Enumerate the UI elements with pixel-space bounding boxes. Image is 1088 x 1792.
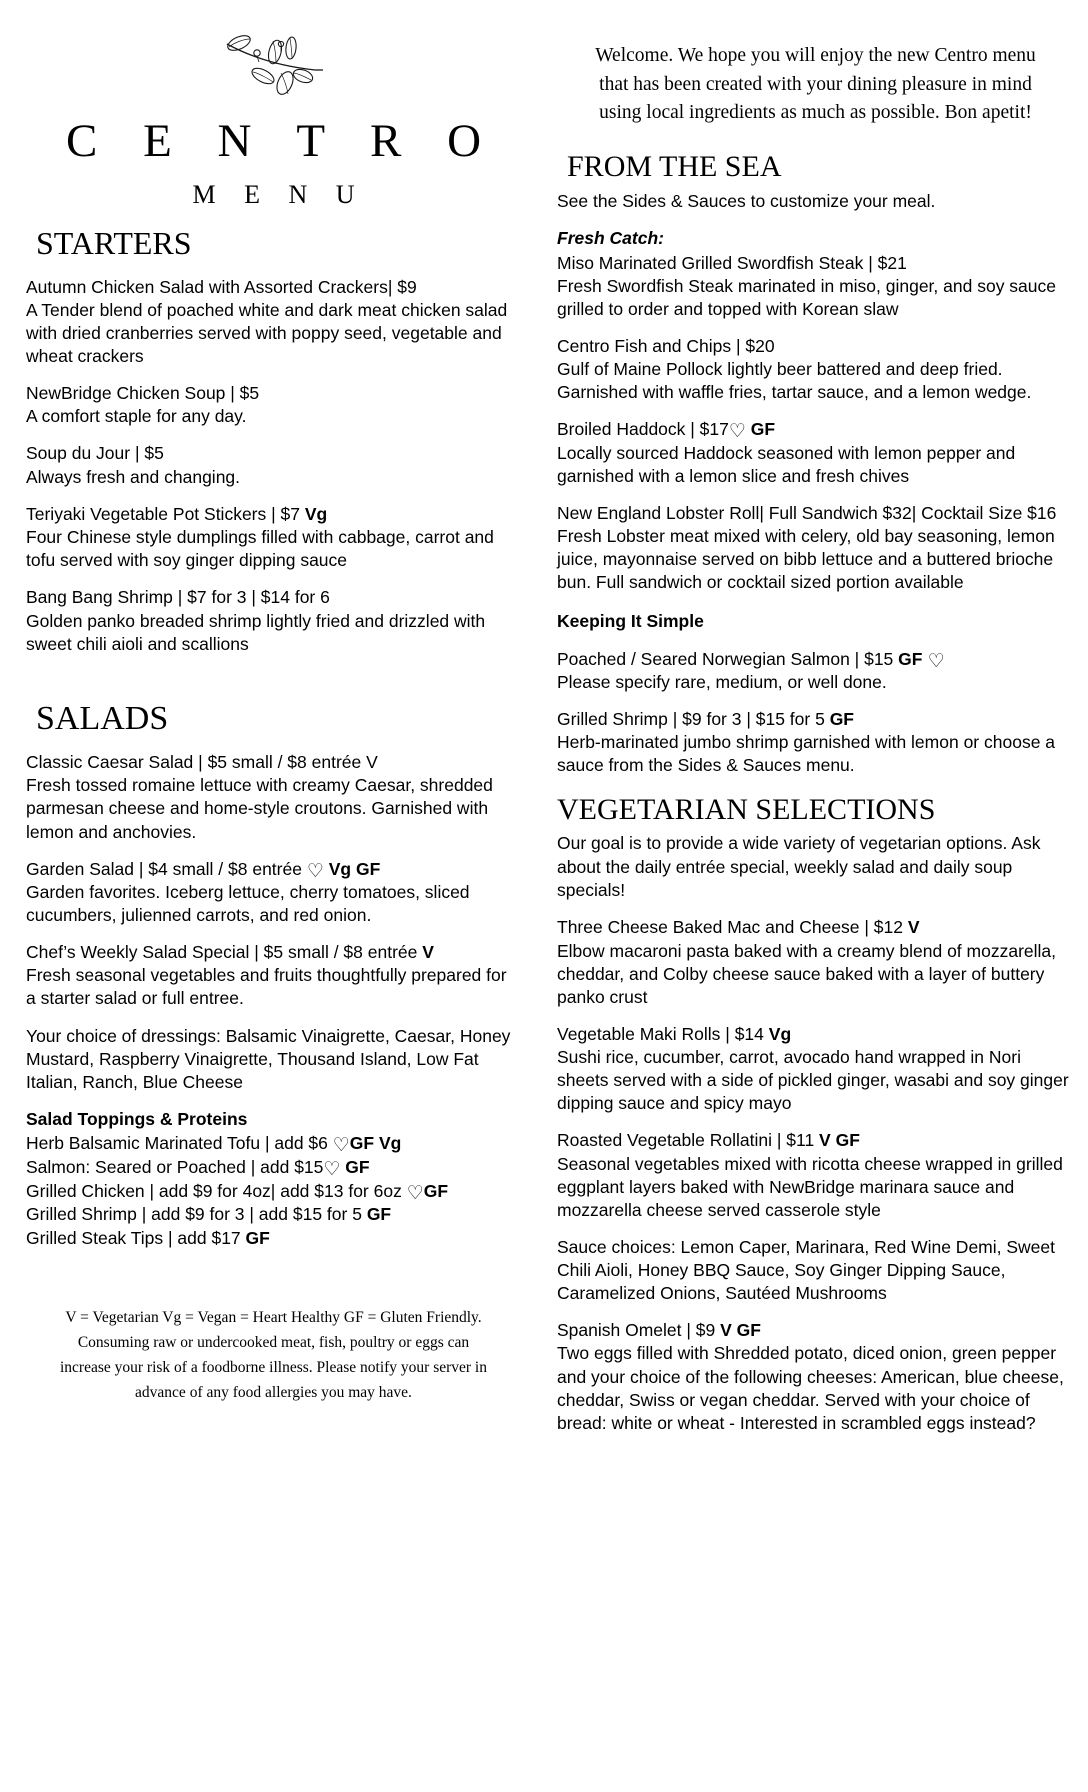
item-description: Seasonal vegetables mixed with ricotta cheese wrapped in grilled eggplant layers baked with NewBridge marinara sauce and mozzarella cheese served casserole style xyxy=(557,1153,1063,1220)
heart-healthy-icon: ♡ xyxy=(728,421,746,443)
item-title: Miso Marinated Grilled Swordfish Steak | $21 xyxy=(557,252,907,273)
item-description: Please specify rare, medium, or well done. xyxy=(557,671,887,692)
item-title xyxy=(26,503,521,526)
menu-item xyxy=(26,858,521,927)
item-title: NewBridge Chicken Soup | $5 xyxy=(26,383,260,404)
diet-tag: GF xyxy=(745,419,776,440)
heart-healthy-icon: ♡ xyxy=(332,1135,350,1157)
menu-item xyxy=(557,648,1074,694)
item-description: Herb-marinated jumbo shrimp garnished with lemon or choose a sauce from the Sides & Sauces menu. xyxy=(557,732,1056,776)
menu-item xyxy=(557,335,1074,404)
diet-tag: GF xyxy=(340,1156,370,1177)
menu-item xyxy=(26,276,521,369)
item-title xyxy=(557,1319,1074,1342)
welcome-message: Welcome. We hope you will enjoy the new Centro menu that has been created with your dining pleasure in mind using local ingredients as much as possible. Bon apetit! xyxy=(595,45,1036,124)
legend-disclaimer: V = Vegetarian Vg = Vegan = Heart Healthy GF = Gluten Friendly. Consuming raw or undercooked meat, fish, poultry or eggs can increase your risk of a foodborne illness. Please notify your server in advance of any food allergies you may have. xyxy=(60,1309,487,1402)
heart-healthy-icon: ♡ xyxy=(406,1182,424,1204)
diet-tag: GF xyxy=(423,1180,449,1201)
item-description: Four Chinese style dumplings filled with cabbage, carrot and tofu served with soy ginger dipping sauce xyxy=(26,527,494,571)
item-title-text: Teriyaki Vegetable Pot Stickers | $7 xyxy=(26,503,305,524)
item-title xyxy=(557,708,1074,731)
right-column xyxy=(545,0,1088,1792)
diet-tag: GF xyxy=(898,648,923,669)
item-description: Gulf of Maine Pollock lightly beer battered and deep fried. Garnished with waffle fries, tartar sauce, and a lemon wedge. xyxy=(557,359,1032,403)
diet-tag: V GF xyxy=(819,1130,860,1151)
item-description: Always fresh and changing. xyxy=(26,466,241,487)
menu-item xyxy=(26,503,521,572)
item-title-text: Three Cheese Baked Mac and Cheese | $12 xyxy=(557,917,908,938)
diet-tag: Vg xyxy=(304,503,328,524)
heart-healthy-icon: ♡ xyxy=(922,650,945,672)
item-title: Soup du Jour | $5 xyxy=(26,443,164,464)
item-title-text: Roasted Vegetable Rollatini | $11 xyxy=(557,1130,820,1151)
heart-healthy-icon: ♡ xyxy=(306,860,324,882)
menu-item xyxy=(557,252,1074,321)
menu-item xyxy=(557,502,1074,595)
diet-tag: V xyxy=(907,917,920,938)
item-title-text: Chef’s Weekly Salad Special | $5 small / $8 entrée xyxy=(26,942,423,963)
item-title xyxy=(26,941,521,964)
menu-label: M E N U xyxy=(192,180,366,210)
section-heading-starters: STARTERS xyxy=(36,225,192,262)
item-description: A comfort staple for any day. xyxy=(26,406,247,427)
item-description: Fresh Swordfish Steak marinated in miso, ginger, and soy sauce grilled to order and topped with Korean slaw xyxy=(557,275,1056,319)
item-title-text: Broiled Haddock | $17 xyxy=(557,419,729,440)
diet-tag: GF xyxy=(245,1228,270,1249)
diet-tag: Vg GF xyxy=(328,858,381,879)
topping-row xyxy=(26,1156,521,1180)
menu-item xyxy=(557,916,1074,1009)
item-title-text: Garden Salad | $4 small / $8 entrée xyxy=(26,858,307,879)
simple-items-list xyxy=(557,648,1074,778)
item-title-text: Spanish Omelet | $9 xyxy=(557,1320,721,1341)
menu-item xyxy=(26,751,521,844)
salads-list xyxy=(26,751,521,1251)
item-title xyxy=(557,648,1074,671)
fresh-catch-label: Fresh Catch: xyxy=(557,228,664,249)
item-description: Golden panko breaded shrimp lightly fried and drizzled with sweet chili aioli and scallions xyxy=(26,610,486,654)
topping-text: Grilled Shrimp | add $9 for 3 | add $15 for 5 xyxy=(26,1204,367,1225)
menu-item xyxy=(557,708,1074,777)
keeping-it-simple-heading: Keeping It Simple xyxy=(557,611,704,632)
menu-item xyxy=(557,1129,1074,1222)
item-title xyxy=(557,1023,1074,1046)
toppings-list xyxy=(26,1132,521,1251)
brand-header xyxy=(26,26,521,210)
sea-items-list xyxy=(557,252,1074,595)
topping-text: Grilled Steak Tips | add $17 xyxy=(26,1228,246,1249)
toppings-heading: Salad Toppings & Proteins xyxy=(26,1108,248,1129)
item-title xyxy=(557,1129,1074,1152)
diet-tag: V xyxy=(422,942,434,963)
topping-row xyxy=(26,1132,521,1156)
item-description: Two eggs filled with Shredded potato, diced onion, green pepper and your choice of the following cheeses: American, blue cheese, cheddar, Swiss or vegan cheddar. Served with your choice of bread: white or wheat - Interested in scrambled eggs instead? xyxy=(557,1343,1064,1433)
menu-item xyxy=(557,418,1074,487)
topping-row xyxy=(26,1227,521,1251)
item-title: Classic Caesar Salad | $5 small / $8 entrée V xyxy=(26,752,378,773)
vegetarian-items-list xyxy=(557,916,1074,1435)
item-description: Fresh Lobster meat mixed with celery, old bay seasoning, lemon juice, mayonnaise served on bibb lettuce and a buttered brioche bun. Full sandwich or cocktail sized portion available xyxy=(557,526,1055,593)
topping-row xyxy=(26,1203,521,1227)
section-heading-salads: SALADS xyxy=(36,699,169,737)
diet-tag: GF xyxy=(366,1204,392,1225)
item-title xyxy=(557,418,1074,441)
heart-healthy-icon: ♡ xyxy=(323,1158,341,1180)
menu-item xyxy=(26,442,521,488)
dressings-list: Your choice of dressings: Balsamic Vinaigrette, Caesar, Honey Mustard, Raspberry Vinaigrette, Thousand Island, Low Fat Italian, Ranch, Blue Cheese xyxy=(26,1025,511,1092)
vegetarian-lead-text: Our goal is to provide a wide variety of vegetarian options. Ask about the daily entrée special, weekly salad and daily soup specials! xyxy=(557,833,1041,901)
topping-row xyxy=(26,1180,521,1204)
menu-item xyxy=(557,1023,1074,1116)
item-description: Fresh seasonal vegetables and fruits thoughtfully prepared for a starter salad or full entree. xyxy=(26,965,507,1009)
item-title-text: Grilled Shrimp | $9 for 3 | $15 for 5 xyxy=(557,709,830,730)
menu-item xyxy=(26,941,521,1010)
item-description: Garden favorites. Iceberg lettuce, cherry tomatoes, sliced cucumbers, julienned carrots, and red onion. xyxy=(26,881,470,925)
item-title: Bang Bang Shrimp | $7 for 3 | $14 for 6 xyxy=(26,587,330,608)
menu-item xyxy=(557,1319,1074,1435)
item-title: New England Lobster Roll| Full Sandwich $32| Cocktail Size $16 xyxy=(557,502,1057,523)
sauce-choices: Sauce choices: Lemon Caper, Marinara, Red Wine Demi, Sweet Chili Aioli, Honey BBQ Sauce, Soy Ginger Dipping Sauce, Caramelized Onions, Sautéed Mushrooms xyxy=(557,1236,1056,1304)
topping-text: Grilled Chicken | add $9 for 4oz| add $13 for 6oz xyxy=(26,1180,407,1201)
menu-item xyxy=(26,586,521,655)
diet-tag: GF xyxy=(829,709,854,730)
item-title xyxy=(557,916,1074,939)
item-title: Centro Fish and Chips | $20 xyxy=(557,335,775,356)
diet-tag: GF Vg xyxy=(349,1133,402,1154)
menu-item xyxy=(26,382,521,428)
topping-text: Salmon: Seared or Poached | add $15 xyxy=(26,1156,324,1177)
item-title: Autumn Chicken Salad with Assorted Crackers| $9 xyxy=(26,276,417,297)
starters-list xyxy=(26,276,521,656)
item-description: Sushi rice, cucumber, carrot, avocado hand wrapped in Nori sheets served with a side of pickled ginger, wasabi and soy ginger dipping sauce and spicy mayo xyxy=(557,1047,1069,1114)
sea-lead-text: See the Sides & Sauces to customize your meal. xyxy=(557,190,936,211)
item-description: Locally sourced Haddock seasoned with lemon pepper and garnished with a lemon slice and fresh chives xyxy=(557,442,1016,486)
restaurant-name: C E N T R O xyxy=(65,115,499,167)
item-title-text: Poached / Seared Norwegian Salmon | $15 xyxy=(557,648,899,669)
topping-text: Herb Balsamic Marinated Tofu | add $6 xyxy=(26,1133,333,1154)
item-description: A Tender blend of poached white and dark meat chicken salad with dried cranberries served with poppy seed, vegetable and wheat crackers xyxy=(26,299,508,366)
diet-tag: Vg xyxy=(768,1023,792,1044)
section-heading-vegetarian: VEGETARIAN SELECTIONS xyxy=(557,793,936,827)
item-description: Fresh tossed romaine lettuce with creamy Caesar, shredded parmesan cheese and home-style croutons. Garnished with lemon and anchovies. xyxy=(26,775,493,842)
item-title xyxy=(26,858,521,881)
item-title-text: Vegetable Maki Rolls | $14 xyxy=(557,1023,769,1044)
olive-branch-icon xyxy=(26,26,521,103)
diet-tag: V GF xyxy=(720,1320,761,1341)
section-heading-from-the-sea: FROM THE SEA xyxy=(567,149,782,183)
item-description: Elbow macaroni pasta baked with a creamy blend of mozzarella, cheddar, and Colby cheese sauce baked with a layer of buttery panko crust xyxy=(557,940,1056,1007)
